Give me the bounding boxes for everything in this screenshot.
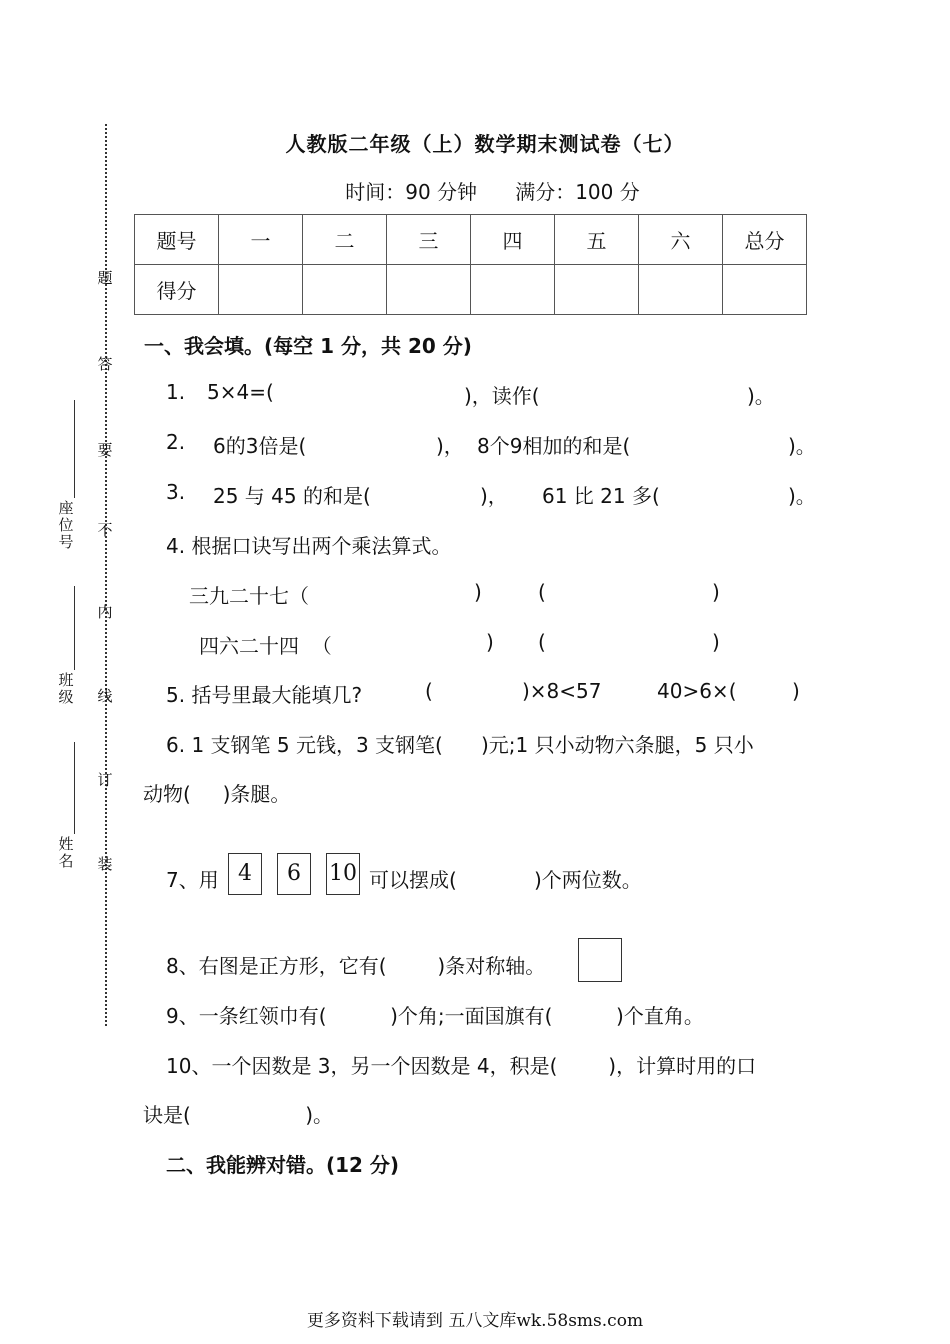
- q4b-part-c: (: [538, 630, 546, 654]
- q1-part-b: )，读作(: [464, 384, 540, 408]
- q7-suffix: )个两位数。: [534, 868, 642, 892]
- q3-part-c: 61 比 21 多(: [542, 484, 660, 508]
- score-table-cell: 总分: [723, 215, 807, 265]
- score-entry-cell[interactable]: [219, 265, 303, 315]
- score-table-cell: 得分: [135, 265, 219, 315]
- q3-part-b: )，: [480, 484, 508, 508]
- q6-line-2: 动物( )条腿。: [143, 782, 291, 806]
- binding-char-6: 线: [97, 687, 113, 705]
- q4-prompt: 4. 根据口诀写出两个乘法算式。: [166, 534, 452, 558]
- binding-char-4: 不: [97, 521, 113, 539]
- q6-line-1: 6. 1 支钢笔 5 元钱，3 支钢笔( )元;1 只小动物六条腿，5 只小: [166, 733, 754, 757]
- score-entry-cell[interactable]: [471, 265, 555, 315]
- binding-dotted-line: [105, 124, 107, 1026]
- exam-info: 时间：90 分钟 满分：100 分: [345, 180, 640, 204]
- q2-part-d: )。: [788, 434, 816, 458]
- square-figure: [578, 938, 622, 982]
- score-table-cell: 一: [219, 215, 303, 265]
- score-table-cell: 二: [303, 215, 387, 265]
- class-line: [74, 586, 75, 670]
- q2-part-a: 6的3倍是(: [213, 434, 307, 458]
- binding-char-8: 装: [97, 855, 113, 873]
- footer-link-text: 更多资料下载请到 五八文库wk.58sms.com: [306, 1311, 644, 1331]
- q4a-part-a: 三九二十七（: [189, 584, 309, 608]
- q5-part-a: (: [425, 679, 433, 703]
- score-table: [134, 214, 807, 315]
- name-label: 姓名: [58, 835, 74, 870]
- score-table-header-row: [135, 215, 807, 265]
- score-table-score-row: [135, 265, 807, 315]
- score-entry-cell[interactable]: [639, 265, 723, 315]
- q5-part-b: )×8<57: [522, 679, 602, 703]
- class-label: 班级: [58, 671, 74, 706]
- score-entry-cell[interactable]: [723, 265, 807, 315]
- q4b-part-b: ): [486, 630, 494, 654]
- score-table-cell: 题号: [135, 215, 219, 265]
- name-line: [74, 742, 75, 834]
- score-entry-cell[interactable]: [387, 265, 471, 315]
- q2-part-c: 8个9相加的和是(: [477, 434, 631, 458]
- q1-part-a: 5×4=(: [207, 380, 274, 404]
- q1-number: 1.: [166, 380, 186, 404]
- score-table-cell: 四: [471, 215, 555, 265]
- page-title: 人教版二年级（上）数学期末测试卷（七）: [285, 132, 685, 156]
- score-table-cell: 五: [555, 215, 639, 265]
- q3-number: 3.: [166, 480, 186, 504]
- score-entry-cell[interactable]: [555, 265, 639, 315]
- seat-number-line: [74, 400, 75, 498]
- q10-line-2: 诀是( )。: [143, 1103, 334, 1127]
- number-card-10: 10: [326, 853, 360, 895]
- binding-char-1: 题: [97, 269, 113, 287]
- q5-part-d: ): [792, 679, 800, 703]
- binding-char-7: 订: [97, 771, 113, 789]
- q7-middle: 可以摆成(: [369, 868, 457, 892]
- number-card-6: 6: [277, 853, 311, 895]
- section-1-heading: 一、我会填。(每空 1 分，共 20 分): [144, 334, 472, 358]
- number-card-4: 4: [228, 853, 262, 895]
- q4a-part-d: ): [712, 580, 720, 604]
- q2-number: 2.: [166, 430, 186, 454]
- score-table-cell: 六: [639, 215, 723, 265]
- q4b-part-d: ): [712, 630, 720, 654]
- q2-part-b: )，: [436, 434, 464, 458]
- q4a-part-c: (: [538, 580, 546, 604]
- q9-text: 9、一条红领巾有( )个角;一面国旗有( )个直角。: [166, 1004, 704, 1028]
- q5-part-c: 40>6×(: [657, 679, 737, 703]
- q3-part-d: )。: [788, 484, 816, 508]
- q8-text: 8、右图是正方形，它有( )条对称轴。: [166, 954, 546, 978]
- binding-char-3: 要: [97, 441, 113, 459]
- q10-line-1: 10、一个因数是 3，另一个因数是 4，积是( )，计算时用的口: [166, 1054, 757, 1078]
- q7-prefix: 7、用: [166, 868, 219, 892]
- score-entry-cell[interactable]: [303, 265, 387, 315]
- seat-number-label: 座位号: [58, 499, 74, 551]
- q5-prompt: 5. 括号里最大能填几?: [166, 683, 363, 707]
- q4a-part-b: ): [474, 580, 482, 604]
- q1-part-c: )。: [747, 384, 775, 408]
- binding-char-5: 内: [97, 603, 113, 621]
- q3-part-a: 25 与 45 的和是(: [213, 484, 371, 508]
- q4b-part-a: 四六二十四 （: [199, 634, 332, 658]
- binding-char-2: 答: [97, 355, 113, 373]
- section-2-heading: 二、我能辨对错。(12 分): [166, 1153, 400, 1177]
- score-table-cell: 三: [387, 215, 471, 265]
